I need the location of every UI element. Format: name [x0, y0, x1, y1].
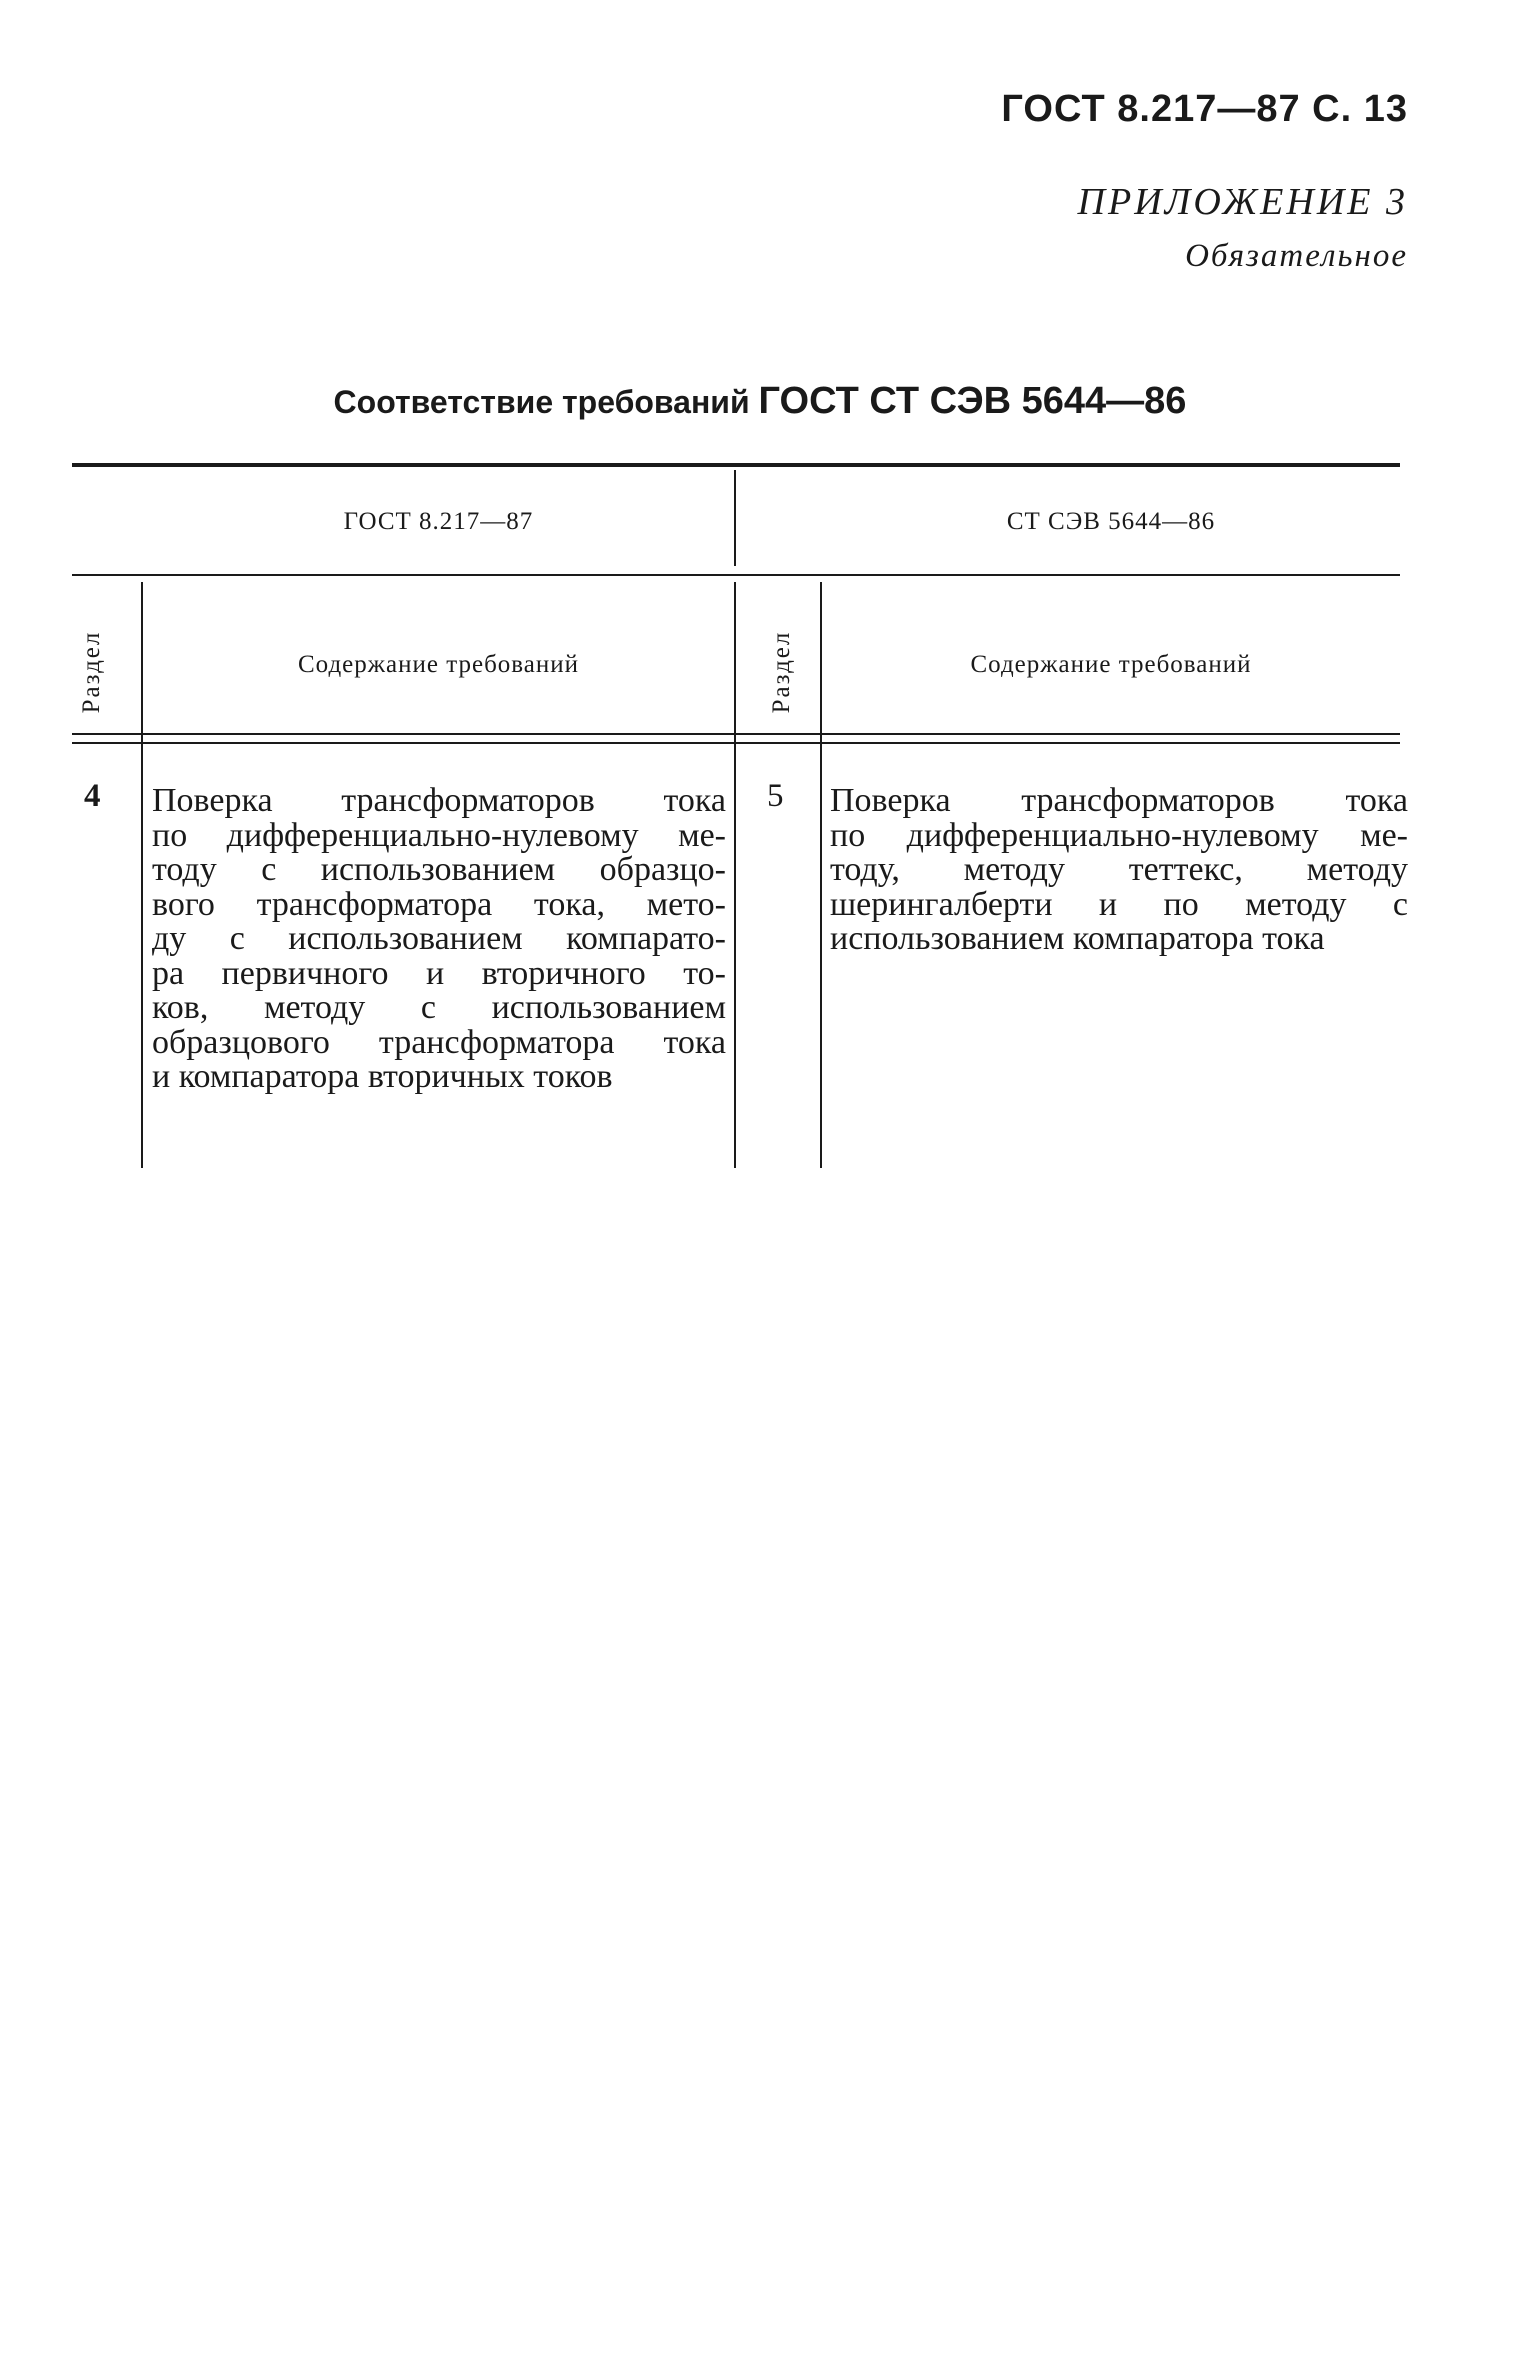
text-line: тоду с использованием образцо-: [152, 851, 726, 888]
appendix-title: ПРИЛОЖЕНИЕ 3: [1077, 181, 1408, 223]
column-header-rule-1: [72, 733, 1400, 735]
middle-divider: [734, 582, 736, 1168]
table-title: [0, 380, 1520, 423]
table-title-prefix: Соответствие требований: [333, 384, 750, 420]
text-line: шерингалберти и по методу с: [830, 885, 1408, 923]
text-line: вого трансформатора тока, мето-: [152, 885, 726, 923]
group-divider: [734, 470, 736, 566]
text-line: ду с использованием компарато-: [152, 920, 726, 957]
text-line: по дифференциально-нулевому ме-: [152, 816, 726, 854]
column-header-rule-2: [72, 742, 1400, 744]
text-line: Поверка трансформаторов тока: [152, 782, 726, 819]
left-content-header: Содержание требований: [298, 651, 579, 678]
text-line: ра первичного и вторичного то-: [152, 954, 726, 992]
text-line: ков, методу с использованием: [152, 989, 726, 1026]
document-reference: ГОСТ 8.217—87 С. 13: [1001, 88, 1408, 130]
table-top-rule: [72, 463, 1400, 467]
left-section-header: Раздел: [78, 630, 105, 714]
right-section-number: 5: [767, 778, 784, 814]
left-requirement-text: [152, 784, 726, 1095]
left-group-header: ГОСТ 8.217—87: [343, 508, 534, 535]
right-content-header: Содержание требований: [970, 651, 1252, 678]
text-line: использованием компаратора тока: [830, 920, 1325, 957]
right-group-header: СТ СЭВ 5644—86: [1006, 508, 1216, 535]
group-header-rule: [72, 574, 1400, 576]
text-line: образцового трансформатора тока: [152, 1023, 726, 1061]
table-title-document: ГОСТ СТ СЭВ 5644—86: [758, 380, 1187, 422]
text-line: тоду, методу теттекс, методу: [830, 851, 1408, 888]
text-line: и компаратора вторичных токов: [152, 1058, 613, 1095]
left-section-number: 4: [84, 778, 101, 814]
appendix-status: Обязательное: [1185, 238, 1408, 274]
text-line: Поверка трансформаторов тока: [830, 782, 1408, 819]
right-section-header: Раздел: [768, 630, 795, 714]
right-requirement-text: [830, 784, 1408, 957]
text-line: по дифференциально-нулевому ме-: [830, 816, 1408, 854]
